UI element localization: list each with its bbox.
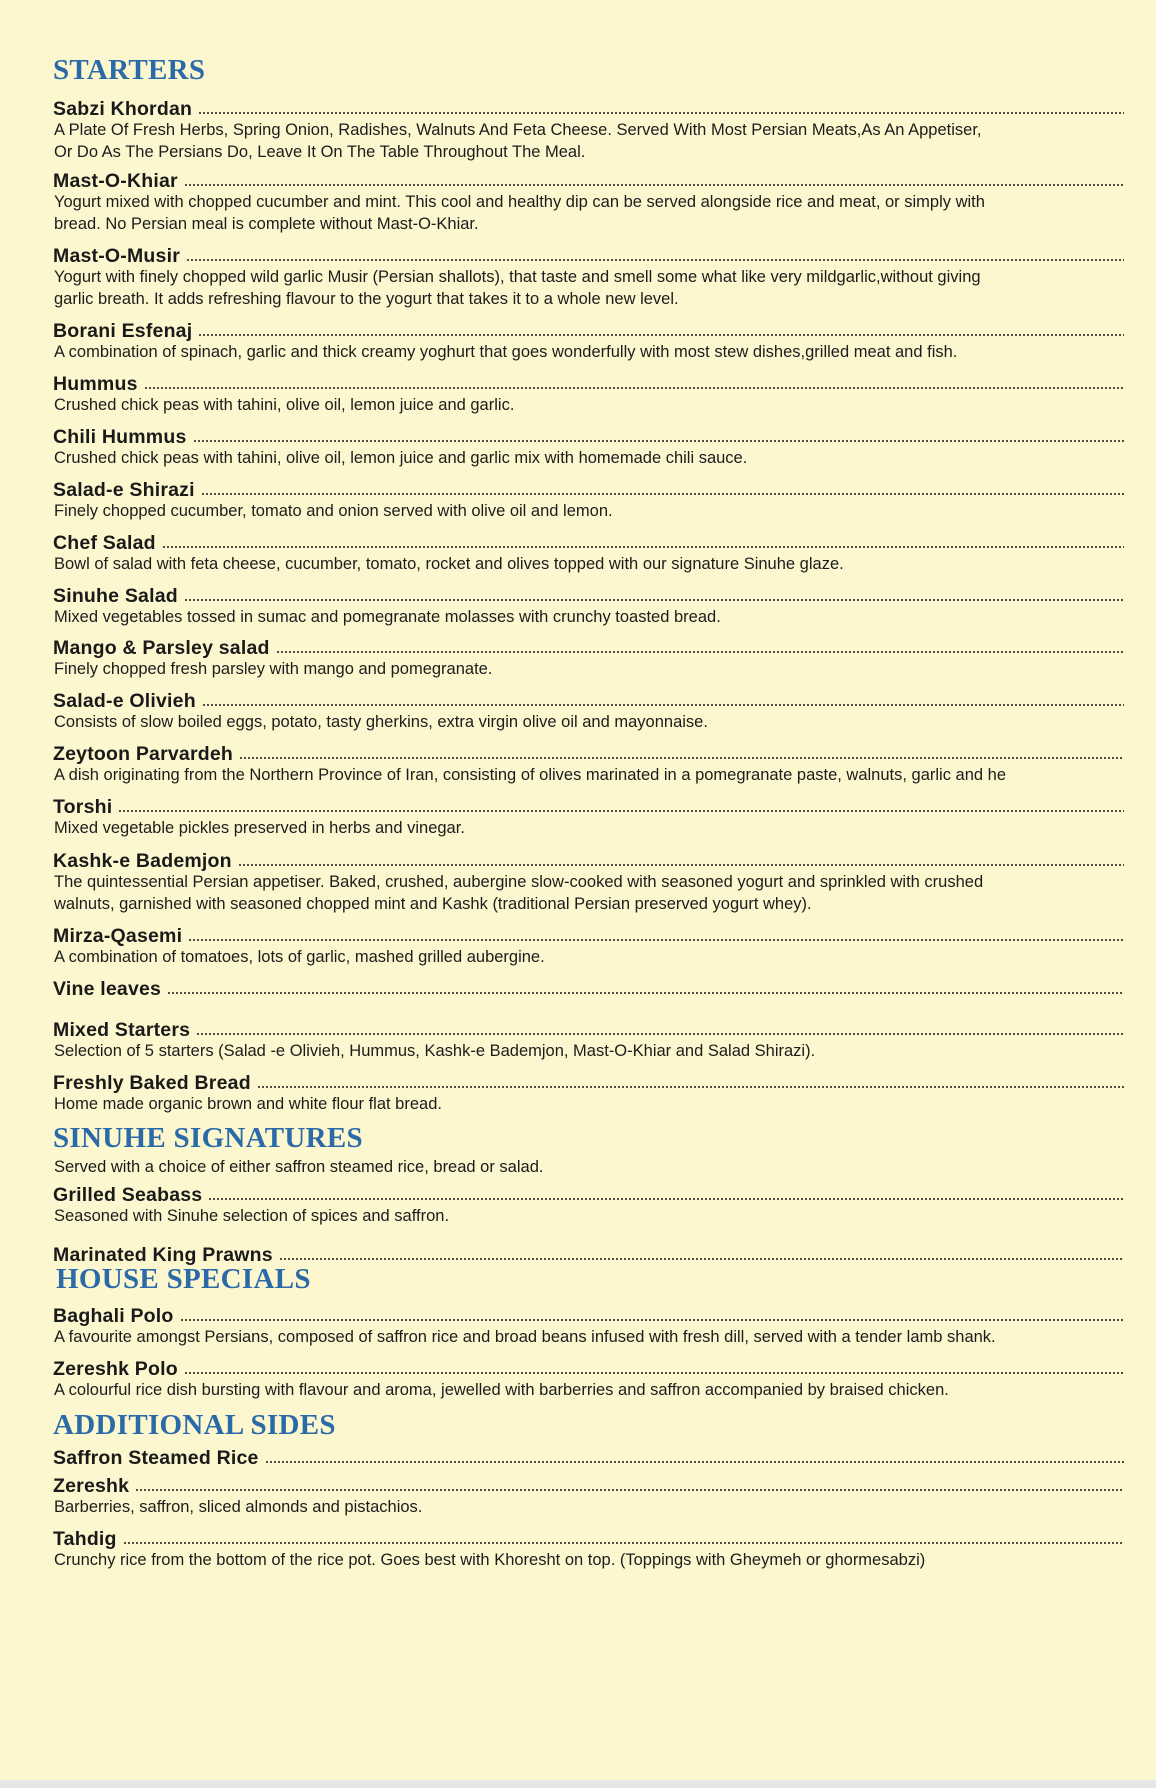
- menu-item-name: Mirza-Qasemi: [53, 925, 183, 947]
- menu-item-name: Grilled Seabass: [53, 1184, 203, 1206]
- menu-item-header: [53, 1017, 1124, 1041]
- menu-item-description: A combination of tomatoes, lots of garlic, mashed grilled aubergine.: [54, 948, 545, 966]
- menu-item-header: [53, 243, 1124, 267]
- menu-item-description: Crushed chick peas with tahini, olive oil, lemon juice and garlic.: [54, 396, 515, 414]
- page-bottom-edge: [0, 1780, 1156, 1788]
- menu-item-name: Sinuhe Salad: [53, 585, 178, 607]
- menu-item-name: Vine leaves: [53, 978, 162, 1000]
- menu-item-header: [53, 688, 1124, 712]
- house-specials-title: HOUSE SPECIALS: [56, 1263, 311, 1295]
- dotted-leader: [118, 809, 1124, 813]
- menu-item-header: [53, 1303, 1124, 1327]
- dotted-leader: [201, 492, 1124, 496]
- menu-item-description: A favourite amongst Persians, composed of saffron rice and broad beans infused with fresh dill, served with a tender lamb shank.: [54, 1328, 996, 1346]
- menu-item-name: Kashk-e Bademjon: [53, 850, 232, 872]
- menu-item-header: [53, 477, 1124, 501]
- dotted-leader: [188, 938, 1124, 942]
- menu-item-header: [53, 371, 1124, 395]
- dotted-leader: [193, 439, 1125, 443]
- menu-item-description: The quintessential Persian appetiser. Baked, crushed, aubergine slow-cooked with seasoned yogurt and sprinkled with crushed: [54, 873, 984, 891]
- dotted-leader: [135, 1488, 1124, 1492]
- menu-item-name: Zereshk: [53, 1475, 130, 1497]
- menu-item-description: Consists of slow boiled eggs, potato, tasty gherkins, extra virgin olive oil and mayonnaise.: [54, 713, 708, 731]
- menu-item-description: Barberries, saffron, sliced almonds and pistachios.: [54, 1498, 423, 1516]
- dotted-leader: [144, 386, 1124, 390]
- dotted-leader: [208, 1197, 1124, 1201]
- dotted-leader: [198, 111, 1124, 115]
- menu-item-description: Yogurt with finely chopped wild garlic Musir (Persian shallots), that taste and smell some what like very mildgarlic,without giving: [54, 268, 981, 286]
- menu-item-header: [53, 583, 1124, 607]
- menu-item-description: Finely chopped fresh parsley with mango and pomegranate.: [54, 660, 493, 678]
- menu-item-header: [53, 635, 1124, 659]
- menu-item-name: Baghali Polo: [53, 1305, 174, 1327]
- menu-item-description: Selection of 5 starters (Salad -e Olivieh, Hummus, Kashk-e Bademjon, Mast-O-Khiar and Salad Shirazi).: [54, 1042, 816, 1060]
- menu-item-header: [53, 168, 1124, 192]
- menu-item-description: Crushed chick peas with tahini, olive oil, lemon juice and garlic mix with homemade chili sauce.: [54, 449, 748, 467]
- menu-item-header: [53, 741, 1124, 765]
- menu-item-description: Finely chopped cucumber, tomato and onion served with olive oil and lemon.: [54, 502, 613, 520]
- dotted-leader: [276, 650, 1124, 654]
- dotted-leader: [279, 1257, 1124, 1261]
- dotted-leader: [196, 1032, 1124, 1036]
- menu-item-description: Seasoned with Sinuhe selection of spices and saffron.: [54, 1207, 450, 1225]
- menu-item-description: garlic breath. It adds refreshing flavour to the yogurt that takes it to a whole new level.: [54, 290, 679, 308]
- menu-item-name: Marinated King Prawns: [53, 1244, 273, 1266]
- menu-item-name: Tahdig: [53, 1528, 117, 1550]
- sinuhe-signatures-note: Served with a choice of either saffron steamed rice, bread or salad.: [54, 1158, 544, 1176]
- menu-item-name: Chili Hummus: [53, 426, 187, 448]
- additional-sides-title: ADDITIONAL SIDES: [53, 1409, 336, 1441]
- menu-item-header: [53, 1356, 1124, 1380]
- menu-item-name: Mast-O-Khiar: [53, 170, 178, 192]
- starters-title: STARTERS: [53, 54, 206, 86]
- menu-item-header: [53, 1526, 1124, 1550]
- menu-item-description: Mixed vegetable pickles preserved in herbs and vinegar.: [54, 819, 465, 837]
- menu-item-name: Hummus: [53, 373, 138, 395]
- menu-item-description: Home made organic brown and white flour flat bread.: [54, 1095, 442, 1113]
- menu-item-description: walnuts, garnished with seasoned chopped mint and Kashk (traditional Persian preserved yogurt whey).: [54, 895, 812, 913]
- menu-item-name: Freshly Baked Bread: [53, 1072, 251, 1094]
- menu-item-header: [53, 1445, 1124, 1469]
- menu-item-header: [53, 1473, 1124, 1497]
- dotted-leader: [184, 598, 1124, 602]
- menu-item-name: Mixed Starters: [53, 1019, 191, 1041]
- menu-item-header: [53, 318, 1124, 342]
- menu-item-name: Torshi: [53, 796, 113, 818]
- dotted-leader: [186, 258, 1124, 262]
- menu-item-header: [53, 1070, 1124, 1094]
- dotted-leader: [257, 1085, 1124, 1089]
- dotted-leader: [265, 1460, 1124, 1464]
- menu-item-name: Mast-O-Musir: [53, 245, 180, 267]
- menu-item-description: Bowl of salad with feta cheese, cucumber, tomato, rocket and olives topped with our signature Sinuhe glaze.: [54, 555, 844, 573]
- dotted-leader: [202, 703, 1124, 707]
- menu-item-name: Mango & Parsley salad: [53, 637, 270, 659]
- menu-item-name: Saffron Steamed Rice: [53, 1447, 259, 1469]
- menu-item-header: [53, 923, 1124, 947]
- menu-item-name: Salad-e Shirazi: [53, 479, 195, 501]
- menu-item-header: [53, 794, 1124, 818]
- dotted-leader: [180, 1318, 1125, 1322]
- dotted-leader: [162, 545, 1124, 549]
- menu-item-description: A Plate Of Fresh Herbs, Spring Onion, Radishes, Walnuts And Feta Cheese. Served With Most Persian Meats,As An Appetiser,: [54, 121, 982, 139]
- menu-item-header: [53, 96, 1124, 120]
- menu-item-description: Yogurt mixed with chopped cucumber and mint. This cool and healthy dip can be served alongside rice and meat, or simply with: [54, 193, 985, 211]
- dotted-leader: [239, 756, 1124, 760]
- menu-item-description: Mixed vegetables tossed in sumac and pomegranate molasses with crunchy toasted bread.: [54, 608, 721, 626]
- sinuhe-signatures-title: SINUHE SIGNATURES: [53, 1122, 363, 1154]
- menu-item-description: A dish originating from the Northern Province of Iran, consisting of olives marinated in a pomegranate paste, walnuts, garlic and he: [54, 766, 1007, 784]
- dotted-leader: [238, 863, 1124, 867]
- menu-item-name: Zereshk Polo: [53, 1358, 178, 1380]
- menu-item-name: Sabzi Khordan: [53, 98, 193, 120]
- menu-item-name: Borani Esfenaj: [53, 320, 193, 342]
- menu-item-header: [53, 1182, 1124, 1206]
- menu-item-description: A colourful rice dish bursting with flavour and aroma, jewelled with barberries and saffron accompanied by braised chicken.: [54, 1381, 949, 1399]
- dotted-leader: [184, 1371, 1124, 1375]
- dotted-leader: [167, 991, 1124, 995]
- dotted-leader: [184, 183, 1124, 187]
- menu-item-header: [53, 976, 1124, 1000]
- menu-item-header: [53, 530, 1124, 554]
- menu-item-description: bread. No Persian meal is complete without Mast-O-Khiar.: [54, 215, 479, 233]
- menu-item-description: A combination of spinach, garlic and thick creamy yoghurt that goes wonderfully with most stew dishes,grilled meat and fish.: [54, 343, 958, 361]
- menu-item-name: Salad-e Olivieh: [53, 690, 196, 712]
- menu-item-name: Zeytoon Parvardeh: [53, 743, 234, 765]
- menu-item-description: Or Do As The Persians Do, Leave It On The Table Throughout The Meal.: [54, 143, 586, 161]
- menu-item-header: [53, 424, 1124, 448]
- dotted-leader: [123, 1541, 1124, 1545]
- dotted-leader: [198, 333, 1124, 337]
- menu-item-header: [53, 848, 1124, 872]
- menu-item-description: Crunchy rice from the bottom of the rice pot. Goes best with Khoresht on top. (Toppings with Gheymeh or ghormesabzi): [54, 1551, 926, 1569]
- menu-item-name: Chef Salad: [53, 532, 156, 554]
